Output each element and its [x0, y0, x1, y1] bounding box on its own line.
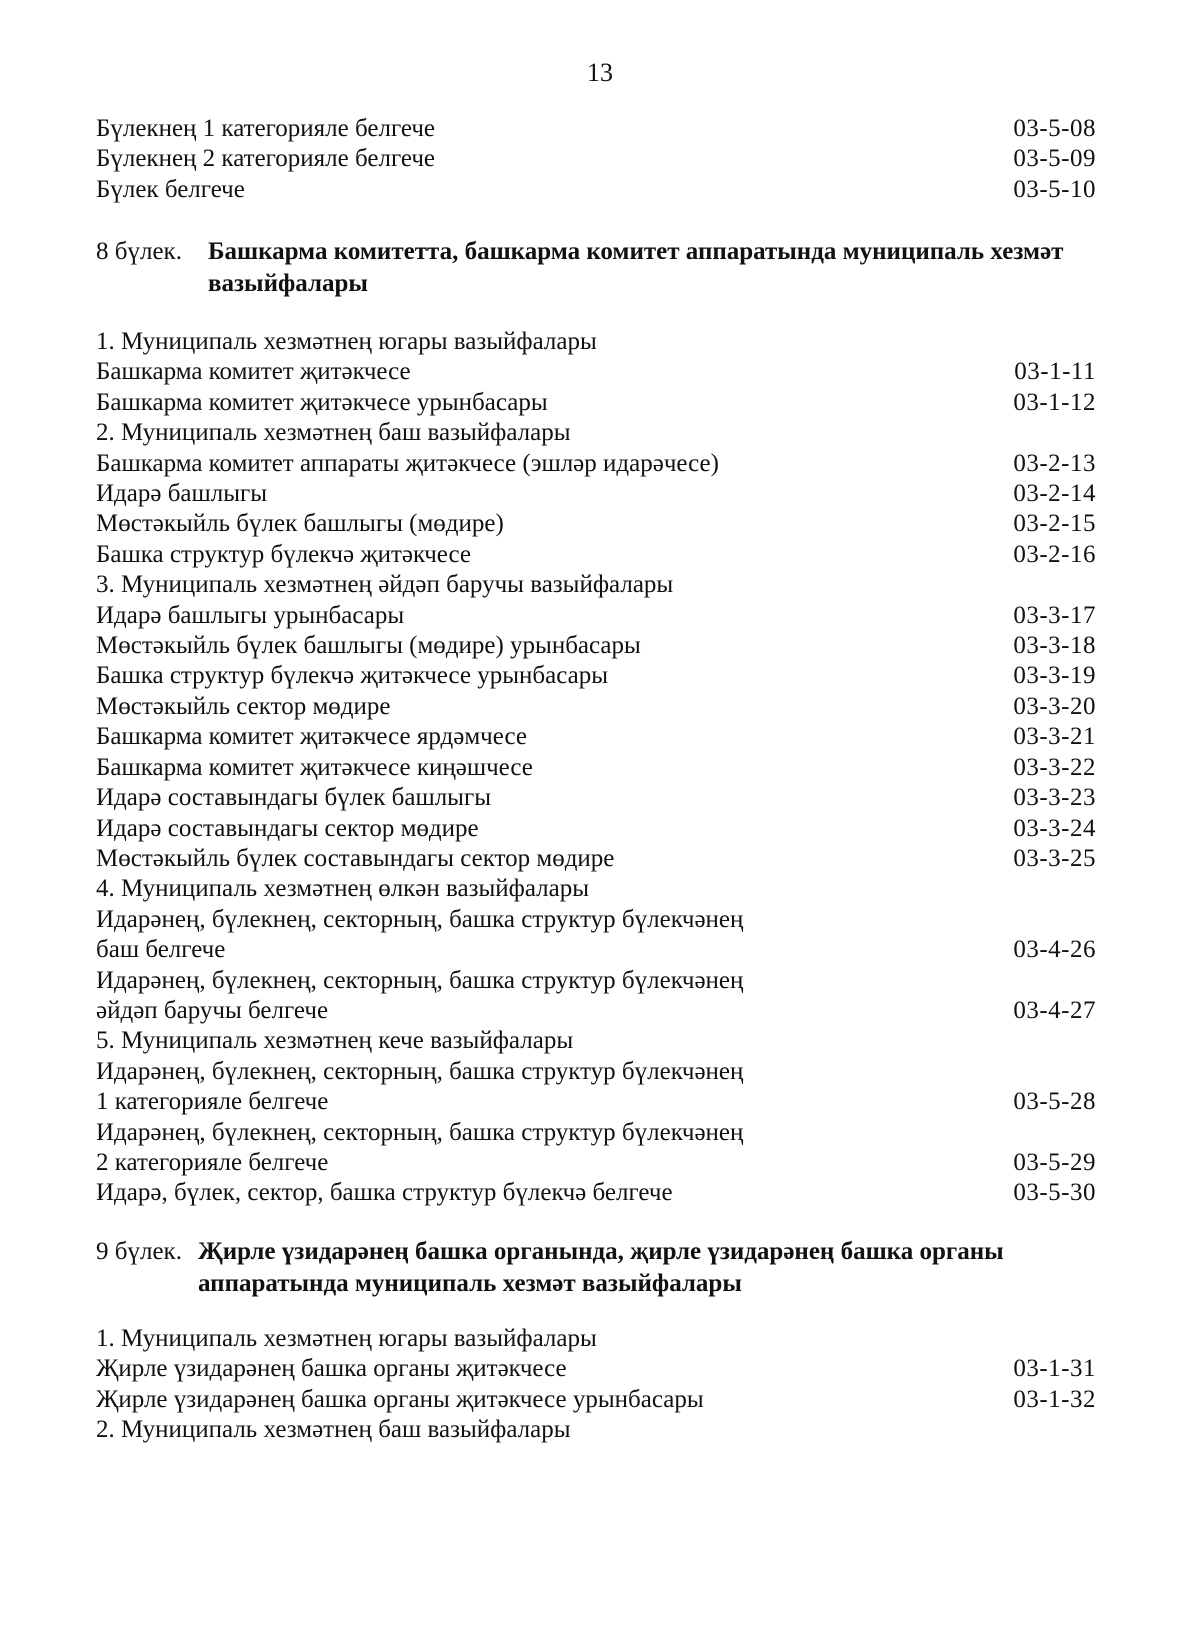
- list-item: [96, 1324, 1096, 1354]
- list-item: [96, 509, 1096, 539]
- position-title: Башка структур бүлекчә җитәкчесе: [96, 540, 471, 568]
- list-item: [96, 388, 1096, 418]
- position-title: Идарә, бүлек, сектор, башка структур бүлекчә белгече: [96, 1179, 673, 1207]
- position-title: Башкарма комитет җитәкчесе: [96, 358, 411, 386]
- top-rows: [96, 114, 1096, 205]
- section-9-heading: [96, 1236, 1096, 1300]
- position-code: 03-1-31: [1013, 1355, 1096, 1383]
- position-title: Идарә составындагы бүлек башлыгы: [96, 784, 492, 812]
- position-code: 03-5-30: [1013, 1179, 1096, 1207]
- list-item: [96, 175, 1096, 205]
- position-title: 1. Муниципаль хезмәтнең югары вазыйфалары: [96, 328, 597, 355]
- list-item: [96, 935, 1096, 965]
- position-code: 03-3-25: [1013, 844, 1096, 872]
- position-title: 5. Муниципаль хезмәтнең кече вазыйфалары: [96, 1027, 574, 1055]
- position-code: 03-3-17: [1013, 601, 1096, 629]
- list-item: [96, 418, 1096, 448]
- list-item: [96, 1026, 1096, 1056]
- position-title: Идарәнең, бүлекнең, секторның, башка структур бүлекчәнең: [96, 1057, 744, 1085]
- position-title: Идарәнең, бүлекнең, секторның, башка структур бүлекчәнең: [96, 1118, 744, 1146]
- position-code: 03-3-21: [1013, 723, 1096, 751]
- list-item: [96, 1087, 1096, 1117]
- position-code: 03-4-27: [1013, 996, 1096, 1024]
- list-item: [96, 905, 1096, 935]
- position-title: 4. Муниципаль хезмәтнең өлкән вазыйфалары: [96, 875, 590, 903]
- section-9-prefix: 9 бүлек.: [96, 1238, 182, 1265]
- list-item: [96, 114, 1096, 144]
- section-8-title: Башкарма комитетта, башкарма комитет аппаратында муниципаль хезмәт вазыйфалары: [208, 238, 1064, 297]
- position-title: Бүлекнең 1 категорияле белгече: [96, 115, 436, 142]
- position-code: 03-1-11: [1014, 358, 1096, 386]
- position-code: 03-3-19: [1013, 662, 1096, 690]
- section-9-title: Җирле үзидарәнең башка органында, җирле үзидарәнең башка органы аппаратында муниципаль хезмәт вазыйфалары: [198, 1238, 1004, 1297]
- position-title: Идарә башлыгы урынбасары: [96, 601, 405, 629]
- position-code: 03-3-24: [1013, 814, 1096, 842]
- position-code: 03-2-14: [1013, 480, 1096, 508]
- position-title: Башка структур бүлекчә җитәкчесе урынбасары: [96, 662, 609, 690]
- list-item: [96, 753, 1096, 783]
- position-title: Мөстәкыйль бүлек башлыгы (мөдире): [96, 510, 504, 538]
- position-title: әйдәп баручы белгече: [96, 996, 329, 1024]
- list-item: [96, 996, 1096, 1026]
- position-code: 03-4-26: [1013, 936, 1096, 964]
- position-title: 2. Муниципаль хезмәтнең баш вазыйфалары: [96, 1416, 571, 1444]
- position-code: 03-5-28: [1013, 1088, 1096, 1116]
- position-title: 1 категорияле белгече: [96, 1088, 329, 1116]
- position-title: Идарәнең, бүлекнең, секторның, башка структур бүлекчәнең: [96, 966, 744, 994]
- section-9-rows: [96, 1324, 1096, 1446]
- list-item: [96, 966, 1096, 996]
- list-item: [96, 844, 1096, 874]
- list-item: [96, 1354, 1096, 1384]
- position-code: 03-2-15: [1013, 510, 1096, 538]
- section-8-heading: [96, 236, 1076, 300]
- list-item: [96, 570, 1096, 600]
- list-item: [96, 540, 1096, 570]
- position-title: Башкарма комитет җитәкчесе урынбасары: [96, 388, 548, 416]
- position-code: 03-5-08: [1013, 115, 1096, 142]
- list-item: [96, 874, 1096, 904]
- position-code: 03-5-10: [1013, 175, 1096, 203]
- list-item: [96, 601, 1096, 631]
- position-code: 03-5-29: [1013, 1148, 1096, 1176]
- position-title: Идарә составындагы сектор мөдире: [96, 814, 479, 842]
- position-title: Башкарма комитет җитәкчесе ярдәмчесе: [96, 723, 527, 751]
- position-title: Бүлекнең 2 категорияле белгече: [96, 145, 436, 173]
- list-item: [96, 1118, 1096, 1148]
- list-item: [96, 1148, 1096, 1178]
- position-title: Мөстәкыйль сектор мөдире: [96, 692, 391, 720]
- page-number: 13: [587, 58, 613, 87]
- list-item: [96, 1415, 1096, 1445]
- position-title: Мөстәкыйль бүлек башлыгы (мөдире) урынбасары: [96, 632, 641, 660]
- list-item: [96, 631, 1096, 661]
- position-code: 03-3-23: [1013, 784, 1096, 812]
- position-title: баш белгече: [96, 936, 226, 964]
- position-title: Идарә башлыгы: [96, 480, 268, 508]
- list-item: [96, 357, 1096, 387]
- list-item: [96, 783, 1096, 813]
- position-code: 03-1-12: [1013, 388, 1096, 416]
- position-title: 2. Муниципаль хезмәтнең баш вазыйфалары: [96, 419, 571, 447]
- position-title: Җирле үзидарәнең башка органы җитәкчесе: [96, 1355, 567, 1383]
- list-item: [96, 814, 1096, 844]
- position-title: Идарәнең, бүлекнең, секторның, башка структур бүлекчәнең: [96, 905, 744, 933]
- list-item: [96, 722, 1096, 752]
- list-item: [96, 1178, 1096, 1208]
- position-code: 03-3-18: [1013, 632, 1096, 660]
- list-item: [96, 1057, 1096, 1087]
- position-title: Башкарма комитет аппараты җитәкчесе (эшләр идарәчесе): [96, 449, 719, 477]
- position-title: Җирле үзидарәнең башка органы җитәкчесе урынбасары: [96, 1385, 704, 1413]
- list-item: [96, 144, 1096, 174]
- position-title: 1. Муниципаль хезмәтнең югары вазыйфалары: [96, 1325, 597, 1352]
- position-title: Мөстәкыйль бүлек составындагы сектор мөдире: [96, 844, 615, 872]
- list-item: [96, 1385, 1096, 1415]
- position-code: 03-3-20: [1013, 692, 1096, 720]
- position-code: 03-5-09: [1013, 145, 1096, 173]
- position-code: 03-3-22: [1013, 753, 1096, 781]
- list-item: [96, 661, 1096, 691]
- position-title: 3. Муниципаль хезмәтнең әйдәп баручы вазыйфалары: [96, 571, 674, 599]
- position-title: 2 категорияле белгече: [96, 1148, 329, 1176]
- section-8-rows: [96, 327, 1096, 1209]
- list-item: [96, 327, 1096, 357]
- list-item: [96, 479, 1096, 509]
- position-code: 03-1-32: [1013, 1385, 1096, 1413]
- position-title: Бүлек белгече: [96, 175, 245, 203]
- position-code: 03-2-13: [1013, 449, 1096, 477]
- list-item: [96, 449, 1096, 479]
- position-code: 03-2-16: [1013, 540, 1096, 568]
- list-item: [96, 692, 1096, 722]
- section-8-prefix: 8 бүлек.: [96, 238, 182, 265]
- position-title: Башкарма комитет җитәкчесе киңәшчесе: [96, 753, 533, 781]
